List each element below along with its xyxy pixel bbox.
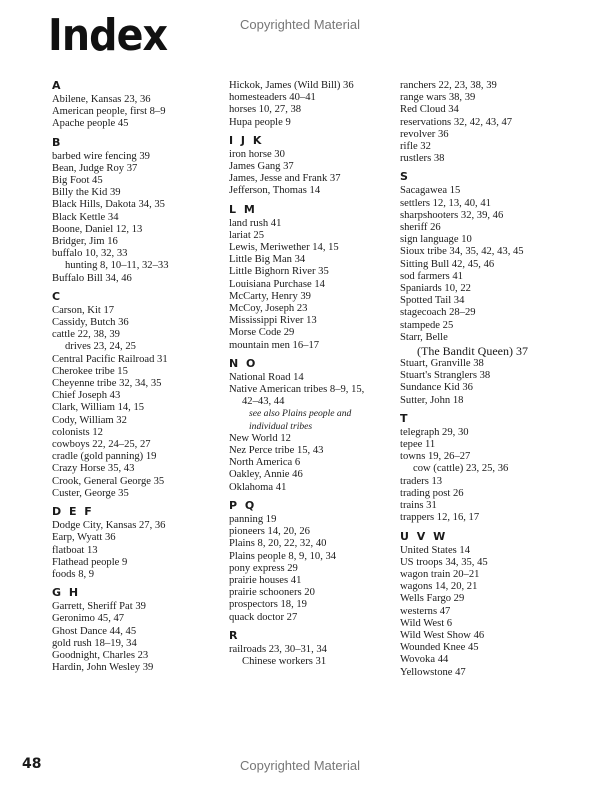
index-entry: iron horse 30 bbox=[229, 148, 285, 160]
page-number: 48 bbox=[22, 756, 42, 772]
index-entry: hunting 8, 10–11, 32–33 bbox=[65, 260, 169, 272]
index-entry: Cassidy, Butch 36 bbox=[52, 317, 129, 329]
index-entry: Sioux tribe 34, 35, 42, 43, 45 bbox=[400, 246, 524, 258]
index-entry: Chief Joseph 43 bbox=[52, 390, 121, 402]
index-entry: stampede 25 bbox=[400, 319, 454, 331]
index-entry: sheriff 26 bbox=[400, 222, 441, 234]
index-entry: buffalo 10, 32, 33 bbox=[52, 248, 128, 260]
index-entry: Sutter, John 18 bbox=[400, 394, 464, 406]
index-entry: Black Hills, Dakota 34, 35 bbox=[52, 199, 165, 211]
index-entry: Bridger, Jim 16 bbox=[52, 236, 118, 248]
index-entry: Wild West 6 bbox=[400, 617, 453, 629]
index-entry: gold rush 18–19, 34 bbox=[52, 637, 137, 649]
index-entry: ranchers 22, 23, 38, 39 bbox=[400, 80, 497, 91]
index-entry: Billy the Kid 39 bbox=[52, 187, 121, 199]
index-entry: Stuart's Stranglers 38 bbox=[400, 370, 491, 382]
index-entry: Sundance Kid 36 bbox=[400, 382, 473, 394]
index-entry: Oklahoma 41 bbox=[229, 481, 287, 493]
index-entry: Plains 8, 20, 22, 32, 40 bbox=[229, 538, 327, 550]
index-entry: Hupa people 9 bbox=[229, 116, 291, 128]
section-letter: B bbox=[52, 135, 63, 149]
index-entry: traders 13 bbox=[400, 475, 443, 487]
index-entry: James, Jesse and Frank 37 bbox=[229, 173, 341, 185]
index-entry: Cheyenne tribe 32, 34, 35 bbox=[52, 378, 162, 390]
index-entry: sharpshooters 32, 39, 46 bbox=[400, 209, 504, 221]
index-entry: Hickok, James (Wild Bill) 36 bbox=[229, 80, 354, 91]
index-entry: Crazy Horse 35, 43 bbox=[52, 463, 135, 475]
index-entry: Red Cloud 34 bbox=[400, 104, 459, 116]
index-entry: trains 31 bbox=[400, 500, 437, 512]
index-entry: Dodge City, Kansas 27, 36 bbox=[52, 520, 166, 532]
index-entry: (The Bandit Queen) 37 bbox=[417, 344, 528, 359]
page-title: Index bbox=[48, 10, 168, 61]
index-entry: trading post 26 bbox=[400, 487, 464, 499]
index-entry: colonists 12 bbox=[52, 426, 103, 438]
section-letter: T bbox=[400, 411, 410, 425]
index-entry: New World 12 bbox=[229, 432, 291, 444]
watermark-top: Copyrighted Material bbox=[240, 17, 360, 32]
index-entry: Little Big Man 34 bbox=[229, 254, 306, 266]
index-entry: McCarty, Henry 39 bbox=[229, 290, 311, 302]
index-entry: Bean, Judge Roy 37 bbox=[52, 162, 138, 174]
index-entry: Flathead people 9 bbox=[52, 556, 128, 568]
index-entry: cattle 22, 38, 39 bbox=[52, 329, 120, 341]
index-column-1 bbox=[52, 80, 222, 674]
index-entry: Buffalo Bill 34, 46 bbox=[52, 272, 132, 284]
index-entry: Custer, George 35 bbox=[52, 487, 129, 499]
index-entry: mountain men 16–17 bbox=[229, 339, 320, 351]
index-entry: drives 23, 24, 25 bbox=[65, 341, 136, 353]
index-entry: Spotted Tail 34 bbox=[400, 295, 465, 307]
index-entry: revolver 36 bbox=[400, 128, 449, 140]
index-entry: lariat 25 bbox=[229, 229, 265, 241]
index-entry: Nez Perce tribe 15, 43 bbox=[229, 445, 324, 457]
index-entry: Earp, Wyatt 36 bbox=[52, 532, 116, 544]
index-entry: wagon train 20–21 bbox=[400, 568, 480, 580]
watermark-bottom: Copyrighted Material bbox=[240, 758, 360, 773]
index-entry: individual tribes bbox=[249, 420, 313, 432]
index-entry: Garrett, Sheriff Pat 39 bbox=[52, 601, 146, 613]
index-entry: Oakley, Annie 46 bbox=[229, 469, 303, 481]
index-entry: National Road 14 bbox=[229, 371, 304, 383]
index-entry: settlers 12, 13, 40, 41 bbox=[400, 197, 491, 209]
section-letter: D E F bbox=[52, 505, 94, 519]
section-letter: I J K bbox=[229, 133, 264, 147]
section-letter: R bbox=[229, 628, 240, 642]
index-entry: horses 10, 27, 38 bbox=[229, 104, 302, 116]
index-entry: Morse Code 29 bbox=[229, 327, 295, 339]
section-letter: S bbox=[400, 170, 410, 184]
index-entry: Little Bighorn River 35 bbox=[229, 266, 329, 278]
index-entry: Hardin, John Wesley 39 bbox=[52, 662, 154, 674]
index-entry: Wells Fargo 29 bbox=[400, 593, 465, 605]
index-entry: McCoy, Joseph 23 bbox=[229, 303, 308, 315]
index-entry: range wars 38, 39 bbox=[400, 92, 476, 104]
index-entry: cow (cattle) 23, 25, 36 bbox=[413, 463, 509, 475]
index-entry: cowboys 22, 24–25, 27 bbox=[52, 439, 151, 451]
section-letter: U V W bbox=[400, 529, 448, 543]
index-entry: Stuart, Granville 38 bbox=[400, 358, 484, 370]
index-entry: Mississippi River 13 bbox=[229, 315, 317, 327]
index-entry: Geronimo 45, 47 bbox=[52, 613, 125, 625]
index-entry: Apache people 45 bbox=[52, 118, 129, 130]
index-entry: North America 6 bbox=[229, 457, 301, 469]
index-entry: trappers 12, 16, 17 bbox=[400, 512, 480, 524]
index-entry: Native American tribes 8–9, 15, bbox=[229, 384, 365, 396]
index-entry: Boone, Daniel 12, 13 bbox=[52, 223, 143, 235]
index-entry: Lewis, Meriwether 14, 15 bbox=[229, 242, 339, 254]
index-entry: telegraph 29, 30 bbox=[400, 426, 469, 438]
index-entry: westerns 47 bbox=[400, 605, 451, 617]
section-letter: N O bbox=[229, 356, 258, 370]
index-entry: Abilene, Kansas 23, 36 bbox=[52, 94, 151, 105]
index-entry: Plains people 8, 9, 10, 34 bbox=[229, 550, 337, 562]
index-entry: wagons 14, 20, 21 bbox=[400, 581, 478, 593]
index-entry: see also Plains people and bbox=[249, 408, 352, 420]
index-entry: James Gang 37 bbox=[229, 161, 294, 173]
index-entry: panning 19 bbox=[229, 513, 277, 525]
index-entry: Big Foot 45 bbox=[52, 175, 103, 187]
index-entry: Carson, Kit 17 bbox=[52, 304, 115, 316]
index-entry: homesteaders 40–41 bbox=[229, 92, 316, 104]
index-entry: Louisiana Purchase 14 bbox=[229, 278, 325, 290]
section-letter: C bbox=[52, 289, 63, 303]
index-entry: quack doctor 27 bbox=[229, 611, 298, 623]
index-entry: Wild West Show 46 bbox=[400, 629, 485, 641]
index-entry: Central Pacific Railroad 31 bbox=[52, 353, 168, 365]
index-entry: Jefferson, Thomas 14 bbox=[229, 185, 321, 197]
index-entry: Crook, General George 35 bbox=[52, 475, 165, 487]
index-entry: US troops 34, 35, 45 bbox=[400, 556, 488, 568]
index-entry: Black Kettle 34 bbox=[52, 211, 119, 223]
index-entry: rustlers 38 bbox=[400, 153, 445, 165]
index-entry: Spaniards 10, 22 bbox=[400, 283, 471, 295]
index-entry: Clark, William 14, 15 bbox=[52, 402, 145, 414]
index-entry: Yellowstone 47 bbox=[400, 666, 466, 678]
index-entry: Cherokee tribe 15 bbox=[52, 365, 128, 377]
index-entry: barbed wire fencing 39 bbox=[52, 150, 150, 162]
index-entry: Sacagawea 15 bbox=[400, 185, 461, 197]
section-letter: L M bbox=[229, 202, 257, 216]
index-entry: Chinese workers 31 bbox=[242, 655, 327, 667]
index-entry: towns 19, 26–27 bbox=[400, 451, 471, 463]
index-entry: tepee 11 bbox=[400, 439, 436, 451]
index-entry: Wounded Knee 45 bbox=[400, 642, 479, 654]
index-entry: prairie houses 41 bbox=[229, 574, 302, 586]
index-entry: Ghost Dance 44, 45 bbox=[52, 625, 137, 637]
index-entry: prairie schooners 20 bbox=[229, 587, 315, 599]
index-entry: prospectors 18, 19 bbox=[229, 599, 307, 611]
index-entry: United States 14 bbox=[400, 544, 471, 556]
index-entry: American people, first 8–9 bbox=[52, 106, 166, 118]
index-entry: reservations 32, 42, 43, 47 bbox=[400, 116, 513, 128]
section-letter: A bbox=[52, 79, 63, 92]
index-entry: Starr, Belle bbox=[400, 331, 448, 343]
index-entry: Goodnight, Charles 23 bbox=[52, 649, 149, 661]
index-entry: sod farmers 41 bbox=[400, 270, 463, 282]
index-entry: railroads 23, 30–31, 34 bbox=[229, 643, 327, 655]
section-letter: G H bbox=[52, 586, 81, 600]
index-entry: foods 8, 9 bbox=[52, 568, 95, 580]
index-entry: stagecoach 28–29 bbox=[400, 307, 476, 319]
index-entry: rifle 32 bbox=[400, 141, 431, 153]
section-letter: P Q bbox=[229, 498, 257, 512]
index-entry: Wovoka 44 bbox=[400, 654, 449, 666]
index-entry: Sitting Bull 42, 45, 46 bbox=[400, 258, 495, 270]
index-column-2 bbox=[229, 80, 399, 668]
index-entry: sign language 10 bbox=[400, 234, 472, 246]
index-entry: pony express 29 bbox=[229, 562, 298, 574]
index-entry: pioneers 14, 20, 26 bbox=[229, 526, 310, 538]
index-entry: cradle (gold panning) 19 bbox=[52, 451, 157, 463]
index-column-3 bbox=[400, 80, 590, 679]
index-entry: 42–43, 44 bbox=[242, 396, 285, 408]
index-entry: Cody, William 32 bbox=[52, 414, 127, 426]
index-entry: flatboat 13 bbox=[52, 544, 98, 556]
index-entry: land rush 41 bbox=[229, 217, 282, 229]
